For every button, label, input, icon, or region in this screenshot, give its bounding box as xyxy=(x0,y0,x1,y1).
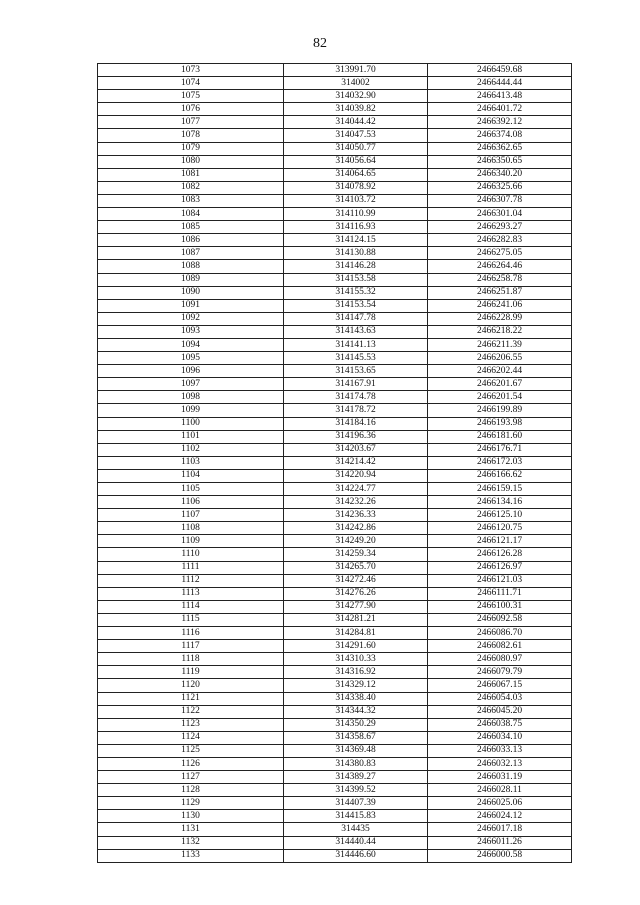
x-coordinate-cell: 314338.40 xyxy=(284,692,428,705)
table-row xyxy=(98,823,572,836)
table-row xyxy=(98,496,572,509)
x-coordinate-cell: 314214.42 xyxy=(284,456,428,469)
point-number-cell: 1084 xyxy=(98,208,284,221)
y-coordinate-cell: 2466120.75 xyxy=(428,522,572,535)
x-coordinate-cell: 314141.13 xyxy=(284,338,428,351)
table-row xyxy=(98,535,572,548)
table-row xyxy=(98,103,572,116)
table-row xyxy=(98,338,572,351)
table-row xyxy=(98,181,572,194)
point-number-cell: 1073 xyxy=(98,64,284,77)
y-coordinate-cell: 2466025.06 xyxy=(428,797,572,810)
point-number-cell: 1127 xyxy=(98,771,284,784)
table-row xyxy=(98,666,572,679)
x-coordinate-cell: 314440.44 xyxy=(284,836,428,849)
y-coordinate-cell: 2466011.26 xyxy=(428,836,572,849)
point-number-cell: 1113 xyxy=(98,587,284,600)
y-coordinate-cell: 2466251.87 xyxy=(428,286,572,299)
y-coordinate-cell: 2466282.83 xyxy=(428,234,572,247)
table-row xyxy=(98,142,572,155)
y-coordinate-cell: 2466028.11 xyxy=(428,784,572,797)
table-row xyxy=(98,299,572,312)
x-coordinate-cell: 314407.39 xyxy=(284,797,428,810)
table-row xyxy=(98,744,572,757)
x-coordinate-cell: 314232.26 xyxy=(284,496,428,509)
table-row xyxy=(98,247,572,260)
point-number-cell: 1128 xyxy=(98,784,284,797)
x-coordinate-cell: 314399.52 xyxy=(284,784,428,797)
y-coordinate-cell: 2466362.65 xyxy=(428,142,572,155)
x-coordinate-cell: 314446.60 xyxy=(284,849,428,862)
x-coordinate-cell: 314259.34 xyxy=(284,548,428,561)
x-coordinate-cell: 314236.33 xyxy=(284,509,428,522)
table-row xyxy=(98,574,572,587)
y-coordinate-cell: 2466111.71 xyxy=(428,587,572,600)
point-number-cell: 1122 xyxy=(98,705,284,718)
table-row xyxy=(98,705,572,718)
point-number-cell: 1105 xyxy=(98,483,284,496)
point-number-cell: 1083 xyxy=(98,194,284,207)
table-row xyxy=(98,312,572,325)
y-coordinate-cell: 2466121.17 xyxy=(428,535,572,548)
y-coordinate-cell: 2466258.78 xyxy=(428,273,572,286)
point-number-cell: 1126 xyxy=(98,757,284,770)
table-row xyxy=(98,273,572,286)
x-coordinate-cell: 314291.60 xyxy=(284,640,428,653)
point-number-cell: 1095 xyxy=(98,352,284,365)
table-row xyxy=(98,718,572,731)
x-coordinate-cell: 314145.53 xyxy=(284,352,428,365)
x-coordinate-cell: 314174.78 xyxy=(284,391,428,404)
point-number-cell: 1106 xyxy=(98,496,284,509)
y-coordinate-cell: 2466325.66 xyxy=(428,181,572,194)
x-coordinate-cell: 314178.72 xyxy=(284,404,428,417)
y-coordinate-cell: 2466181.60 xyxy=(428,430,572,443)
x-coordinate-cell: 314284.81 xyxy=(284,627,428,640)
point-number-cell: 1132 xyxy=(98,836,284,849)
point-number-cell: 1082 xyxy=(98,181,284,194)
point-number-cell: 1079 xyxy=(98,142,284,155)
table-row xyxy=(98,417,572,430)
point-number-cell: 1112 xyxy=(98,574,284,587)
x-coordinate-cell: 314196.36 xyxy=(284,430,428,443)
y-coordinate-cell: 2466293.27 xyxy=(428,221,572,234)
x-coordinate-cell: 314350.29 xyxy=(284,718,428,731)
table-row xyxy=(98,286,572,299)
point-number-cell: 1092 xyxy=(98,312,284,325)
point-number-cell: 1117 xyxy=(98,640,284,653)
point-number-cell: 1131 xyxy=(98,823,284,836)
point-number-cell: 1099 xyxy=(98,404,284,417)
point-number-cell: 1110 xyxy=(98,548,284,561)
table-row xyxy=(98,731,572,744)
y-coordinate-cell: 2466000.58 xyxy=(428,849,572,862)
table-row xyxy=(98,194,572,207)
x-coordinate-cell: 314249.20 xyxy=(284,535,428,548)
table-row xyxy=(98,168,572,181)
x-coordinate-cell: 314344.32 xyxy=(284,705,428,718)
y-coordinate-cell: 2466241.06 xyxy=(428,299,572,312)
point-number-cell: 1101 xyxy=(98,430,284,443)
x-coordinate-cell: 314116.93 xyxy=(284,221,428,234)
x-coordinate-cell: 313991.70 xyxy=(284,64,428,77)
table-row xyxy=(98,810,572,823)
point-number-cell: 1118 xyxy=(98,653,284,666)
y-coordinate-cell: 2466413.48 xyxy=(428,90,572,103)
y-coordinate-cell: 2466301.04 xyxy=(428,208,572,221)
y-coordinate-cell: 2466126.97 xyxy=(428,561,572,574)
point-number-cell: 1109 xyxy=(98,535,284,548)
x-coordinate-cell: 314203.67 xyxy=(284,443,428,456)
x-coordinate-cell: 314130.88 xyxy=(284,247,428,260)
table-row xyxy=(98,221,572,234)
x-coordinate-cell: 314415.83 xyxy=(284,810,428,823)
point-number-cell: 1080 xyxy=(98,155,284,168)
point-number-cell: 1119 xyxy=(98,666,284,679)
point-number-cell: 1100 xyxy=(98,417,284,430)
point-number-cell: 1121 xyxy=(98,692,284,705)
y-coordinate-cell: 2466459.68 xyxy=(428,64,572,77)
y-coordinate-cell: 2466193.98 xyxy=(428,417,572,430)
table-row xyxy=(98,260,572,273)
y-coordinate-cell: 2466079.79 xyxy=(428,666,572,679)
x-coordinate-cell: 314380.83 xyxy=(284,757,428,770)
x-coordinate-cell: 314276.26 xyxy=(284,587,428,600)
point-number-cell: 1107 xyxy=(98,509,284,522)
point-number-cell: 1091 xyxy=(98,299,284,312)
point-number-cell: 1087 xyxy=(98,247,284,260)
table-row xyxy=(98,116,572,129)
y-coordinate-cell: 2466392.12 xyxy=(428,116,572,129)
x-coordinate-cell: 314153.65 xyxy=(284,365,428,378)
table-row xyxy=(98,64,572,77)
point-number-cell: 1085 xyxy=(98,221,284,234)
point-number-cell: 1074 xyxy=(98,77,284,90)
y-coordinate-cell: 2466202.44 xyxy=(428,365,572,378)
y-coordinate-cell: 2466080.97 xyxy=(428,653,572,666)
x-coordinate-cell: 314310.33 xyxy=(284,653,428,666)
y-coordinate-cell: 2466166.62 xyxy=(428,469,572,482)
x-coordinate-cell: 314032.90 xyxy=(284,90,428,103)
x-coordinate-cell: 314064.65 xyxy=(284,168,428,181)
y-coordinate-cell: 2466159.15 xyxy=(428,483,572,496)
table-row xyxy=(98,208,572,221)
table-row xyxy=(98,129,572,142)
y-coordinate-cell: 2466082.61 xyxy=(428,640,572,653)
point-number-cell: 1094 xyxy=(98,338,284,351)
y-coordinate-cell: 2466176.71 xyxy=(428,443,572,456)
y-coordinate-cell: 2466350.65 xyxy=(428,155,572,168)
point-number-cell: 1077 xyxy=(98,116,284,129)
table-row xyxy=(98,587,572,600)
table-row xyxy=(98,679,572,692)
y-coordinate-cell: 2466017.18 xyxy=(428,823,572,836)
table-row xyxy=(98,90,572,103)
point-number-cell: 1129 xyxy=(98,797,284,810)
point-number-cell: 1098 xyxy=(98,391,284,404)
point-number-cell: 1111 xyxy=(98,561,284,574)
point-number-cell: 1116 xyxy=(98,627,284,640)
x-coordinate-cell: 314272.46 xyxy=(284,574,428,587)
y-coordinate-cell: 2466340.20 xyxy=(428,168,572,181)
y-coordinate-cell: 2466033.13 xyxy=(428,744,572,757)
x-coordinate-cell: 314110.99 xyxy=(284,208,428,221)
x-coordinate-cell: 314044.42 xyxy=(284,116,428,129)
x-coordinate-cell: 314124.15 xyxy=(284,234,428,247)
table-row xyxy=(98,640,572,653)
point-number-cell: 1089 xyxy=(98,273,284,286)
x-coordinate-cell: 314435 xyxy=(284,823,428,836)
x-coordinate-cell: 314369.48 xyxy=(284,744,428,757)
x-coordinate-cell: 314167.91 xyxy=(284,378,428,391)
point-number-cell: 1093 xyxy=(98,325,284,338)
coordinates-table xyxy=(97,63,572,863)
x-coordinate-cell: 314184.16 xyxy=(284,417,428,430)
point-number-cell: 1090 xyxy=(98,286,284,299)
table-row xyxy=(98,456,572,469)
y-coordinate-cell: 2466031.19 xyxy=(428,771,572,784)
y-coordinate-cell: 2466024.12 xyxy=(428,810,572,823)
x-coordinate-cell: 314358.67 xyxy=(284,731,428,744)
table-row xyxy=(98,430,572,443)
table-row xyxy=(98,365,572,378)
point-number-cell: 1097 xyxy=(98,378,284,391)
table-row xyxy=(98,692,572,705)
y-coordinate-cell: 2466374.08 xyxy=(428,129,572,142)
x-coordinate-cell: 314146.28 xyxy=(284,260,428,273)
table-row xyxy=(98,653,572,666)
x-coordinate-cell: 314155.32 xyxy=(284,286,428,299)
point-number-cell: 1078 xyxy=(98,129,284,142)
y-coordinate-cell: 2466125.10 xyxy=(428,509,572,522)
point-number-cell: 1102 xyxy=(98,443,284,456)
y-coordinate-cell: 2466264.46 xyxy=(428,260,572,273)
y-coordinate-cell: 2466100.31 xyxy=(428,600,572,613)
x-coordinate-cell: 314153.58 xyxy=(284,273,428,286)
table-row xyxy=(98,771,572,784)
table-row xyxy=(98,600,572,613)
y-coordinate-cell: 2466054.03 xyxy=(428,692,572,705)
y-coordinate-cell: 2466201.67 xyxy=(428,378,572,391)
x-coordinate-cell: 314039.82 xyxy=(284,103,428,116)
table-row xyxy=(98,613,572,626)
point-number-cell: 1130 xyxy=(98,810,284,823)
y-coordinate-cell: 2466275.05 xyxy=(428,247,572,260)
x-coordinate-cell: 314147.78 xyxy=(284,312,428,325)
table-row xyxy=(98,797,572,810)
y-coordinate-cell: 2466032.13 xyxy=(428,757,572,770)
x-coordinate-cell: 314316.92 xyxy=(284,666,428,679)
x-coordinate-cell: 314329.12 xyxy=(284,679,428,692)
y-coordinate-cell: 2466121.03 xyxy=(428,574,572,587)
x-coordinate-cell: 314224.77 xyxy=(284,483,428,496)
point-number-cell: 1081 xyxy=(98,168,284,181)
y-coordinate-cell: 2466034.10 xyxy=(428,731,572,744)
point-number-cell: 1120 xyxy=(98,679,284,692)
point-number-cell: 1114 xyxy=(98,600,284,613)
point-number-cell: 1086 xyxy=(98,234,284,247)
point-number-cell: 1125 xyxy=(98,744,284,757)
table-row xyxy=(98,234,572,247)
table-row xyxy=(98,443,572,456)
coordinates-table-body xyxy=(98,64,572,863)
table-row xyxy=(98,469,572,482)
x-coordinate-cell: 314103.72 xyxy=(284,194,428,207)
table-row xyxy=(98,627,572,640)
page-number: 82 xyxy=(313,36,327,51)
table-row xyxy=(98,836,572,849)
y-coordinate-cell: 2466092.58 xyxy=(428,613,572,626)
point-number-cell: 1104 xyxy=(98,469,284,482)
table-row xyxy=(98,325,572,338)
x-coordinate-cell: 314078.92 xyxy=(284,181,428,194)
y-coordinate-cell: 2466444.44 xyxy=(428,77,572,90)
table-row xyxy=(98,548,572,561)
point-number-cell: 1115 xyxy=(98,613,284,626)
point-number-cell: 1123 xyxy=(98,718,284,731)
table-row xyxy=(98,509,572,522)
y-coordinate-cell: 2466126.28 xyxy=(428,548,572,561)
point-number-cell: 1124 xyxy=(98,731,284,744)
table-row xyxy=(98,352,572,365)
x-coordinate-cell: 314047.53 xyxy=(284,129,428,142)
table-row xyxy=(98,391,572,404)
x-coordinate-cell: 314143.63 xyxy=(284,325,428,338)
y-coordinate-cell: 2466067.15 xyxy=(428,679,572,692)
y-coordinate-cell: 2466211.39 xyxy=(428,338,572,351)
y-coordinate-cell: 2466201.54 xyxy=(428,391,572,404)
x-coordinate-cell: 314220.94 xyxy=(284,469,428,482)
y-coordinate-cell: 2466038.75 xyxy=(428,718,572,731)
point-number-cell: 1088 xyxy=(98,260,284,273)
y-coordinate-cell: 2466172.03 xyxy=(428,456,572,469)
y-coordinate-cell: 2466045.20 xyxy=(428,705,572,718)
table-row xyxy=(98,483,572,496)
x-coordinate-cell: 314277.90 xyxy=(284,600,428,613)
x-coordinate-cell: 314153.54 xyxy=(284,299,428,312)
table-row xyxy=(98,404,572,417)
table-row xyxy=(98,849,572,862)
table-row xyxy=(98,561,572,574)
y-coordinate-cell: 2466307.78 xyxy=(428,194,572,207)
table-row xyxy=(98,757,572,770)
y-coordinate-cell: 2466206.55 xyxy=(428,352,572,365)
y-coordinate-cell: 2466228.99 xyxy=(428,312,572,325)
table-row xyxy=(98,522,572,535)
table-row xyxy=(98,77,572,90)
y-coordinate-cell: 2466086.70 xyxy=(428,627,572,640)
point-number-cell: 1096 xyxy=(98,365,284,378)
point-number-cell: 1133 xyxy=(98,849,284,862)
y-coordinate-cell: 2466134.16 xyxy=(428,496,572,509)
x-coordinate-cell: 314242.86 xyxy=(284,522,428,535)
point-number-cell: 1103 xyxy=(98,456,284,469)
x-coordinate-cell: 314389.27 xyxy=(284,771,428,784)
table-row xyxy=(98,784,572,797)
x-coordinate-cell: 314281.21 xyxy=(284,613,428,626)
y-coordinate-cell: 2466199.89 xyxy=(428,404,572,417)
point-number-cell: 1076 xyxy=(98,103,284,116)
table-row xyxy=(98,378,572,391)
x-coordinate-cell: 314002 xyxy=(284,77,428,90)
point-number-cell: 1075 xyxy=(98,90,284,103)
table-row xyxy=(98,155,572,168)
point-number-cell: 1108 xyxy=(98,522,284,535)
x-coordinate-cell: 314265.70 xyxy=(284,561,428,574)
x-coordinate-cell: 314056.64 xyxy=(284,155,428,168)
x-coordinate-cell: 314050.77 xyxy=(284,142,428,155)
y-coordinate-cell: 2466401.72 xyxy=(428,103,572,116)
y-coordinate-cell: 2466218.22 xyxy=(428,325,572,338)
